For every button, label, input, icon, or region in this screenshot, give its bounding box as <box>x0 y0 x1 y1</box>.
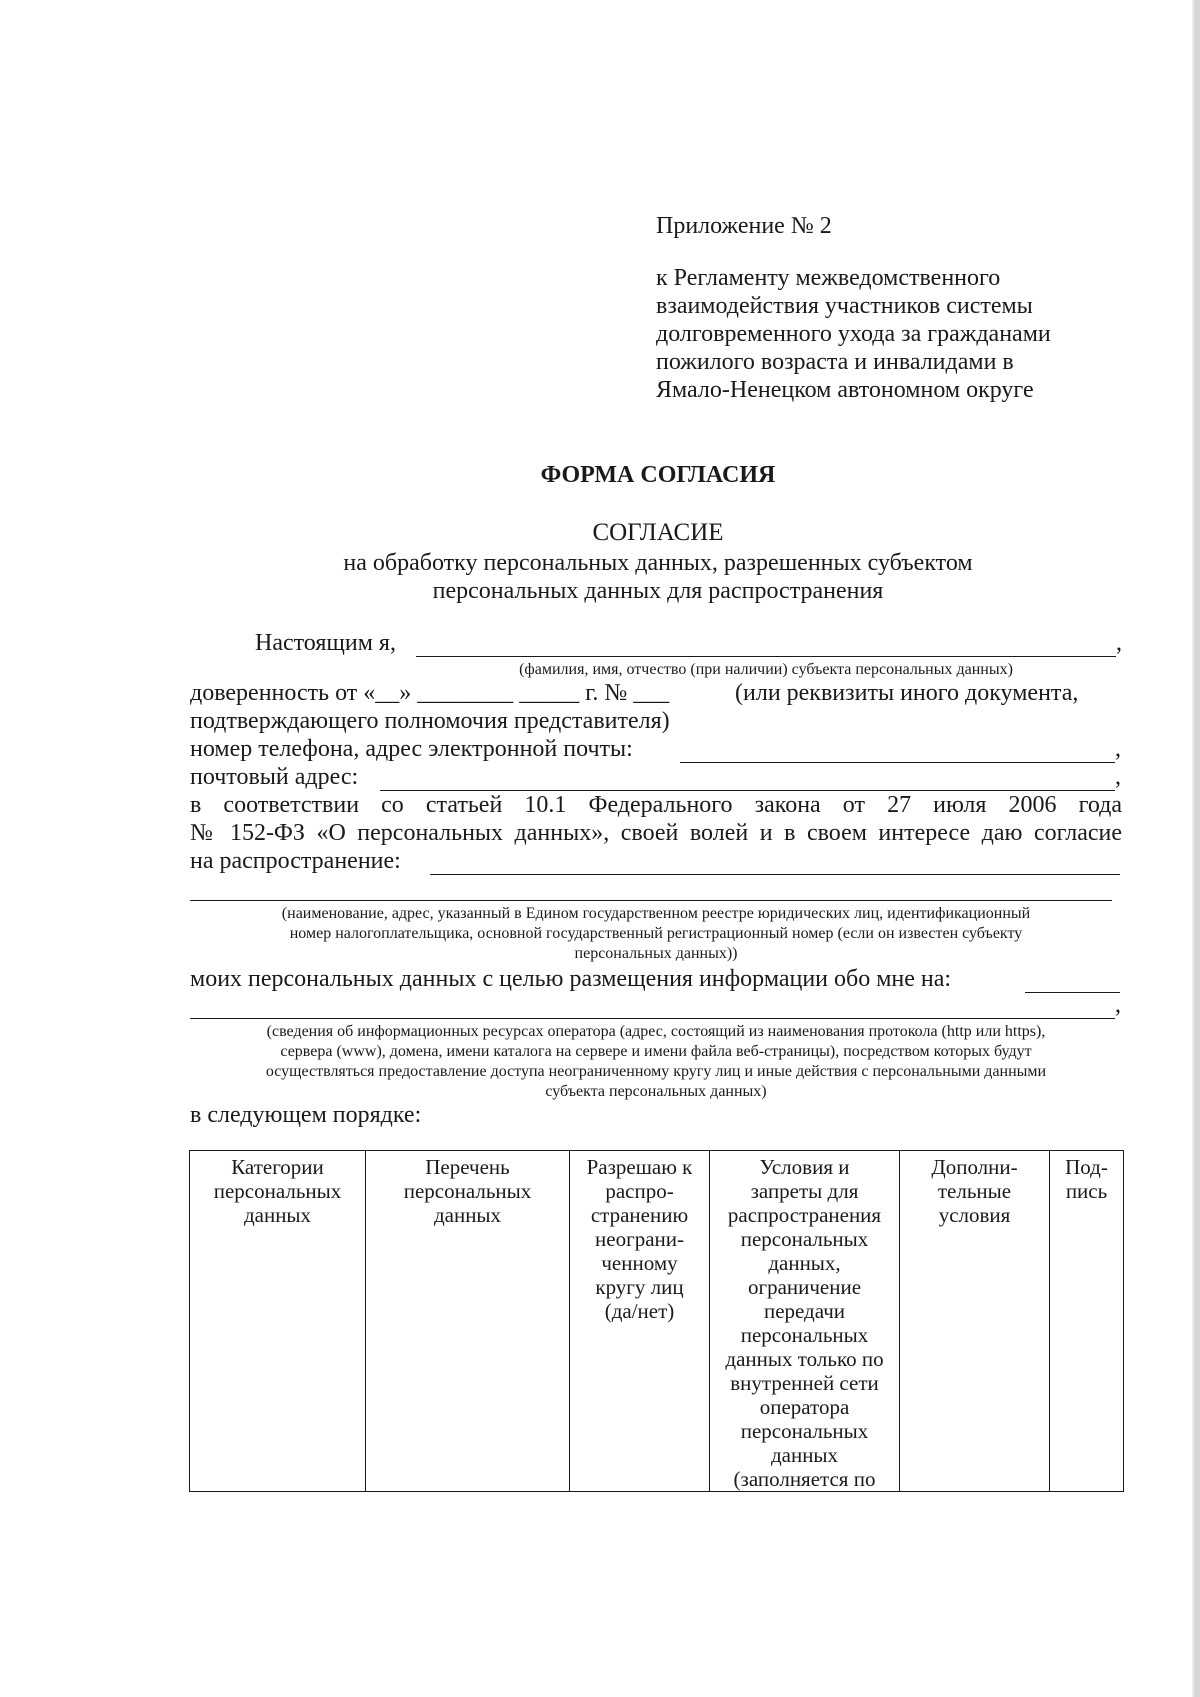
comma: , <box>1115 736 1121 762</box>
header-categories: Категории персональных данных <box>190 1151 366 1492</box>
comma: , <box>1115 992 1121 1018</box>
header-permission: Разрешаю к распро- странению неограни- ченному кругу лиц (да/нет) <box>570 1151 710 1492</box>
header-additional: Дополни- тельные условия <box>900 1151 1050 1492</box>
form-title: ФОРМА СОГЛАСИЯ <box>540 462 776 488</box>
resources-hint: (сведения об информационных ресурсах оператора (адрес, состоящий из наименования протокола (http или https), сервера (www), домена, имени каталога на сервере и имени файла веб-страницы), посредством которых будут осуществляться предоставление доступа неограниченному кругу лиц и иные действия с персональными данными субъекта персональных данных) <box>265 1023 1047 1100</box>
appendix-header <box>656 212 1126 404</box>
appendix-number: Приложение № 2 <box>656 213 832 239</box>
consent-subtitle: на обработку персональных данных, разрешенных субъектом персональных данных для распространения <box>343 550 973 604</box>
table-header-row <box>190 1151 1124 1492</box>
comma: , <box>1115 764 1121 790</box>
postal-address-label: почтовый адрес: <box>190 764 359 790</box>
header-conditions: Условия и запреты для распространения персональных данных, ограничение передачи персональных данных только по внутренней сети оператора персональных данных (заполняется по <box>710 1151 900 1492</box>
law-reference-line: в соответствии со статьей 10.1 Федерального закона от 27 июля 2006 года <box>190 792 1122 818</box>
consent-title: СОГЛАСИЕ <box>592 519 724 546</box>
postal-address-field[interactable] <box>380 790 1115 791</box>
operator-field-cont[interactable] <box>190 900 1112 901</box>
order-label: в следующем порядке: <box>190 1102 422 1128</box>
purpose-label: моих персональных данных с целью размещения информации обо мне на: <box>190 966 952 992</box>
power-of-attorney-alt: (или реквизиты иного документа, <box>735 680 1079 706</box>
resources-field-cont[interactable] <box>190 1018 1115 1019</box>
header-signature: Под- пись <box>1050 1151 1124 1492</box>
full-name-field[interactable] <box>416 656 1116 657</box>
resources-field[interactable] <box>1025 992 1120 993</box>
consent-table <box>189 1150 1124 1492</box>
intro-label: Настоящим я, <box>255 630 396 656</box>
comma: , <box>1116 630 1122 656</box>
header-list: Перечень персональных данных <box>366 1151 570 1492</box>
page-edge <box>1194 0 1200 1697</box>
operator-hint: (наименование, адрес, указанный в Едином государственном реестре юридических лиц, идентификационный номер налогоплательщика, основной государственный регистрационный номер (если он известен субъекту персональных данных)) <box>281 905 1031 962</box>
contact-field[interactable] <box>680 762 1115 763</box>
consent-statement-line: № 152-ФЗ «О персональных данных», своей волей и в своем интересе даю согласие <box>190 820 1122 846</box>
operator-field[interactable] <box>430 874 1120 875</box>
contact-label: номер телефона, адрес электронной почты: <box>190 736 633 762</box>
representative-line: подтверждающего полномочия представителя) <box>190 708 670 734</box>
distribution-label: на распространение: <box>190 848 401 874</box>
full-name-hint: (фамилия, имя, отчество (при наличии) субъекта персональных данных) <box>519 661 1013 678</box>
appendix-reference: к Регламенту межведомственного взаимодействия участников системы долговременного ухода за гражданами пожилого возраста и инвалидами в Ямало-Ненецком автономном округе <box>656 265 1051 403</box>
power-of-attorney-line: доверенность от «__» ________ _____ г. № ___ <box>190 680 670 706</box>
